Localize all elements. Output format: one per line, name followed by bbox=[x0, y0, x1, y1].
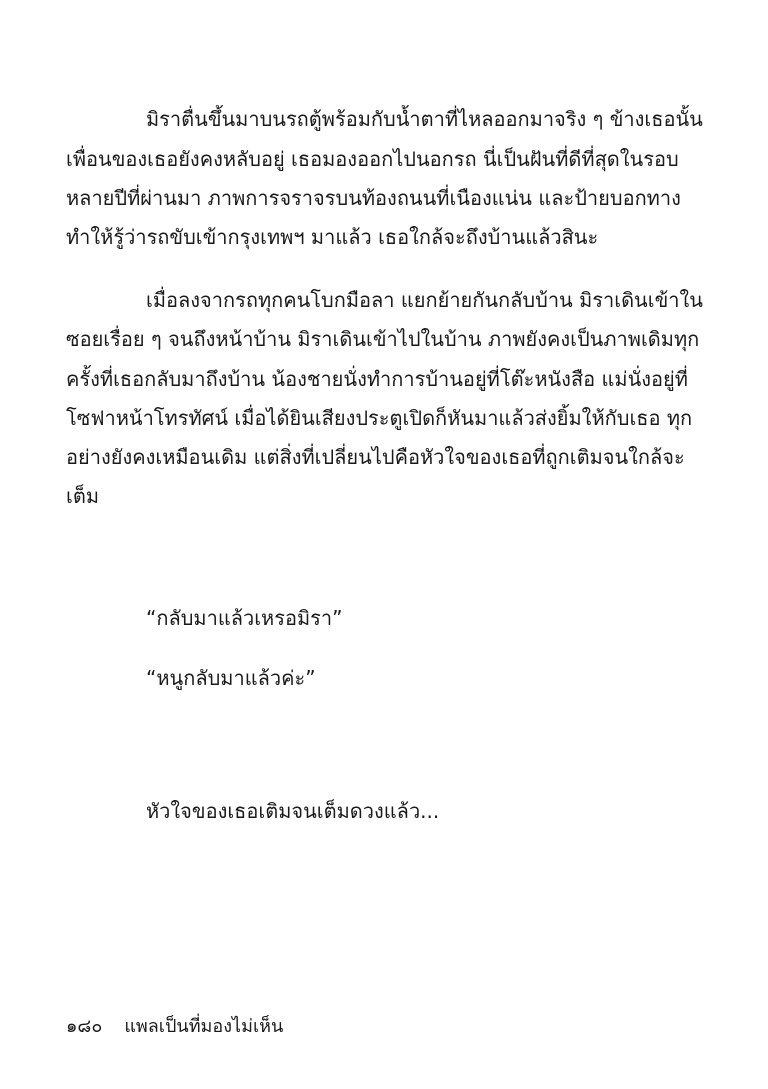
page-footer bbox=[66, 1013, 283, 1041]
paragraph-line: เมื่อลงจากรถทุกคนโบกมือลา แยกย้ายกันกลับบ้าน มิราเดินเข้าใน bbox=[146, 288, 703, 312]
dialogue-line: “กลับมาแล้วเหรอมิรา” bbox=[146, 606, 343, 630]
paragraph-line: เต็ม bbox=[66, 484, 100, 508]
paragraph-line: หลายปีที่ผ่านมา ภาพการจราจรบนท้องถนนที่เนืองแน่น และป้ายบอกทาง bbox=[66, 186, 681, 210]
running-title: แพลเป็นที่มองไม่เห็น bbox=[124, 1016, 284, 1037]
paragraph-line: อย่างยังคงเหมือนเดิม แต่สิ่งที่เปลี่ยนไปคือหัวใจของเธอที่ถูกเติมจนใกล้จะ bbox=[66, 445, 685, 469]
paragraph-line: โซฟาหน้าโทรทัศน์ เมื่อได้ยินเสียงประตูเปิดก็หันมาแล้วส่งยิ้มให้กับเธอ ทุก bbox=[66, 406, 693, 430]
paragraph-line: ทำให้รู้ว่ารถขับเข้ากรุงเทพฯ มาแล้ว เธอใกล้จะถึงบ้านแล้วสินะ bbox=[66, 225, 599, 249]
page-number: ๑๘๐ bbox=[66, 1016, 103, 1037]
paragraph-line: ครั้งที่เธอกลับมาถึงบ้าน น้องชายนั่งทำการบ้านอยู่ที่โต๊ะหนังสือ แม่นั่งอยู่ที่ bbox=[66, 367, 688, 391]
closing-line: หัวใจของเธอเติมจนเต็มดวงแล้ว... bbox=[146, 799, 440, 823]
dialogue-line: “หนูกลับมาแล้วค่ะ” bbox=[146, 666, 316, 690]
paragraph-line: เพื่อนของเธอยังคงหลับอยู่ เธอมองออกไปนอกรถ นี่เป็นฝันที่ดีที่สุดในรอบ bbox=[66, 147, 679, 171]
paragraph-line: ซอยเรื่อย ๆ จนถึงหน้าบ้าน มิราเดินเข้าไปในบ้าน ภาพยังคงเป็นภาพเดิมทุก bbox=[66, 327, 700, 351]
paragraph-line: มิราตื่นขึ้นมาบนรถตู้พร้อมกับน้ำตาที่ไหลออกมาจริง ๆ ข้างเธอนั้น bbox=[146, 107, 703, 131]
